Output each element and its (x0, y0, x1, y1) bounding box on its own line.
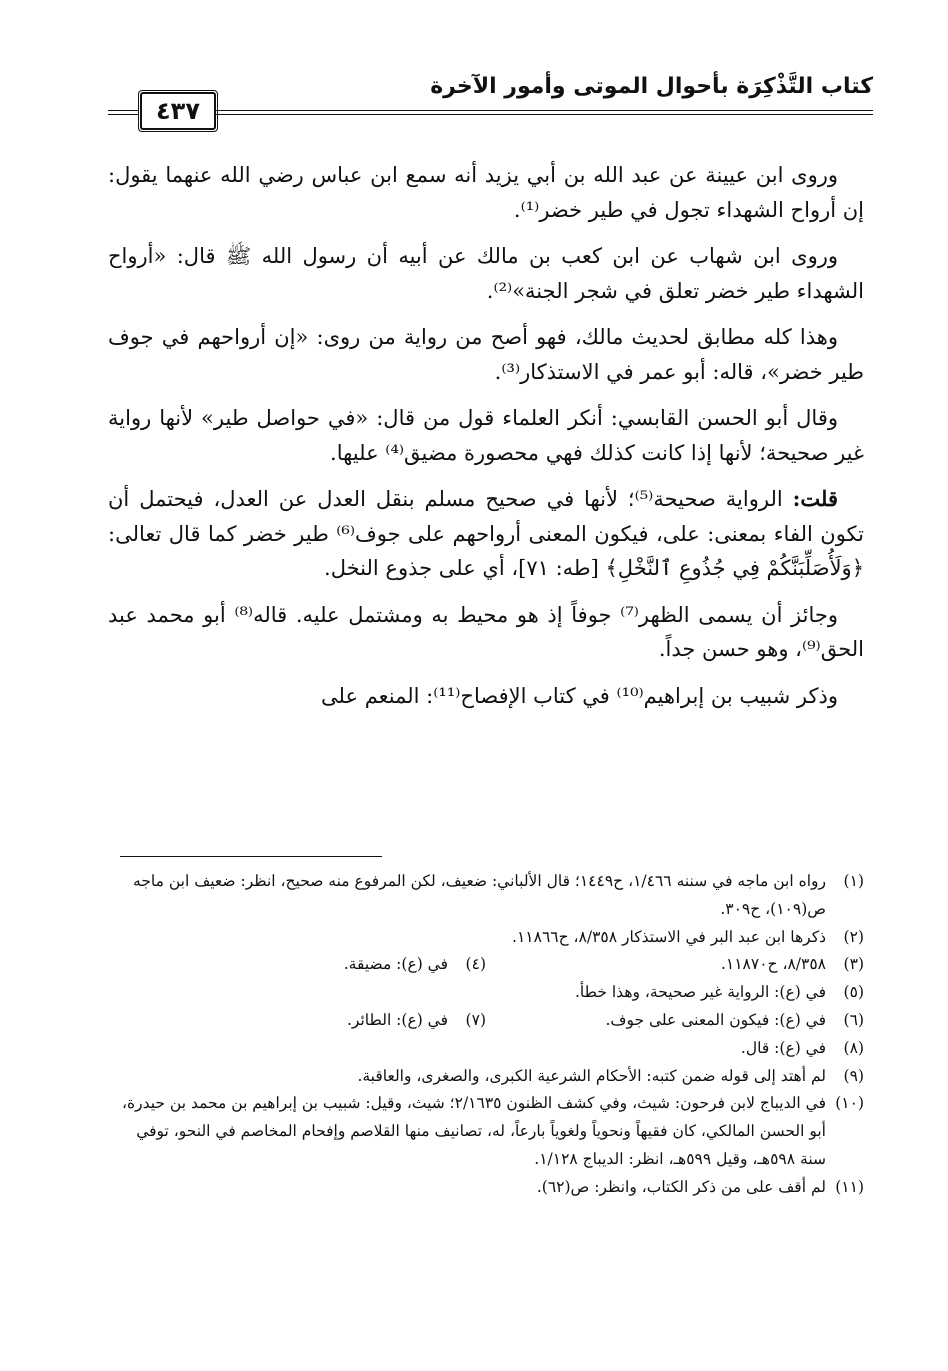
footnote-number: (١١) (835, 1177, 864, 1196)
footnote-text: لم أهتد إلى قوله ضمن كتبه: الأحكام الشرعية الكبرى، والصغرى، والعاقبة. (357, 1066, 826, 1085)
header-rule-inner (208, 114, 873, 115)
paragraph-text: الرواية صحيحة⁽⁵⁾؛ لأنها في صحيح مسلم بنقل العدل عن العدل، فيحتمل أن تكون الفاء بمعنى: على، فيكون المعنى أرواحهم على جوف⁽⁶⁾ طير خضر كما قال تعالى: ﴿وَلَأُصَلِّبَنَّكُمْ فِي جُذُوعِ ٱلنَّخْلِ﴾ [طه: ٧١]، أي على جذوع النخل. (108, 487, 864, 580)
footnote (108, 979, 864, 1007)
paragraph: وروى ابن عيينة عن عبد الله بن أبي يزيد أنه سمع ابن عباس رضي الله عنهما يقول: إن أرواح الشهداء تجول في طير خضر⁽¹⁾. (108, 163, 864, 222)
footnote (486, 1007, 864, 1035)
paragraph (108, 482, 864, 586)
page-header (108, 70, 873, 130)
footnote (486, 951, 864, 979)
footnote-text: في (ع): الطائر. (346, 1010, 448, 1029)
main-text (108, 158, 864, 725)
header-rule (208, 110, 873, 111)
footnote (108, 1174, 864, 1202)
footnote-row (108, 951, 864, 979)
header-rule-left (108, 110, 138, 111)
footnote-text: في (ع): مضيقة. (343, 955, 448, 974)
paragraph: وروى ابن شهاب عن ابن كعب بن مالك عن أبيه أن رسول الله ﷺ قال: «أرواح الشهداء طير خضر تعلق في شجر الجنة»⁽²⁾. (108, 244, 864, 303)
footnote-number: (٥) (843, 983, 864, 1002)
paragraph: وهذا كله مطابق لحديث مالك، فهو أصح من رواية من روى: «إن أرواحهم في جوف طير خضر»، قاله: أبو عمر في الاستذكار⁽³⁾. (108, 325, 864, 384)
footnote (108, 924, 864, 952)
paragraph-lead: قلت: (792, 486, 839, 511)
footnote (108, 1063, 864, 1091)
footnote-text: في الديباج لابن فرحون: شيث، وفي كشف الظنون ٢/١٦٣٥؛ شيث، وقيل: شبيب بن إبراهيم بن محمد بن حيدرة، أبو الحسن المالكي، كان فقيهاً ونحوياً ولغوياً بارعاً، له، تصانيف منها القلاصم وإفحام المخاصم في النحو، توفي سنة ٥٩٨هـ، وقيل ٥٩٩هـ، انظر: الديباج ١/١٢٨. (121, 1094, 826, 1168)
paragraph: وجائز أن يسمى الظهر⁽⁷⁾ جوفاً إذ هو محيط به ومشتمل عليه. قاله⁽⁸⁾ أبو محمد عبد الحق⁽⁹⁾، وهو حسن جداً. (108, 602, 864, 661)
footnote-row (108, 1007, 864, 1035)
footnotes (108, 868, 864, 1202)
footnote (108, 1090, 864, 1173)
footnote (108, 1035, 864, 1063)
header-rule-left-inner (108, 114, 138, 115)
footnote-number: (٣) (843, 955, 864, 974)
footnote-text: ٨/٣٥٨، ح١١٨٧٠. (720, 955, 826, 974)
running-title: كتاب التَّذْكِرَة بأحوال الموتى وأمور الآخرة (430, 74, 873, 99)
footnote-number: (١) (843, 872, 864, 890)
footnote (108, 951, 486, 979)
footnote-text: رواه ابن ماجه في سننه ١/٤٦٦، ح١٤٤٩؛ قال الألباني: ضعيف، لكن المرفوع منه صحيح، انظر: ضعيف ابن ماجه ص(١٠٩)، ح٣٠٩. (133, 872, 826, 918)
paragraph: وقال أبو الحسن القابسي: أنكر العلماء قول من قال: «في حواصل طير» لأنها رواية غير صحيحة؛ لأنها إذا كانت كذلك فهي محصورة مضيق⁽⁴⁾ عليها. (108, 406, 864, 465)
footnote-text: في (ع): فيكون المعنى على جوف. (605, 1010, 826, 1029)
footnote (108, 1007, 486, 1035)
page-number: ٤٣٧ (140, 92, 216, 130)
footnote-number: (٧) (465, 1010, 486, 1029)
paragraph: وذكر شبيب بن إبراهيم⁽¹⁰⁾ في كتاب الإفصاح⁽¹¹⁾: المنعم على (321, 683, 838, 708)
footnote-number: (٦) (843, 1010, 864, 1029)
footnote-number: (١٠) (835, 1094, 864, 1113)
footnote-text: لم أقف على من ذكر الكتاب، وانظر: ص(٦٢). (536, 1177, 826, 1196)
footnote-text: في (ع): الرواية غير صحيحة، وهذا خطأ. (575, 983, 826, 1002)
footnote-text: ذكرها ابن عبد البر في الاستذكار ٨/٣٥٨، ح١١٨٦٦. (512, 927, 826, 946)
footnote-text: في (ع): قال. (740, 1038, 826, 1057)
footnote (108, 868, 864, 924)
footnote-number: (٢) (843, 927, 864, 946)
footnote-number: (٨) (843, 1038, 864, 1057)
footnote-separator (120, 856, 382, 857)
footnote-number: (٤) (465, 955, 486, 974)
footnote-number: (٩) (843, 1066, 864, 1085)
